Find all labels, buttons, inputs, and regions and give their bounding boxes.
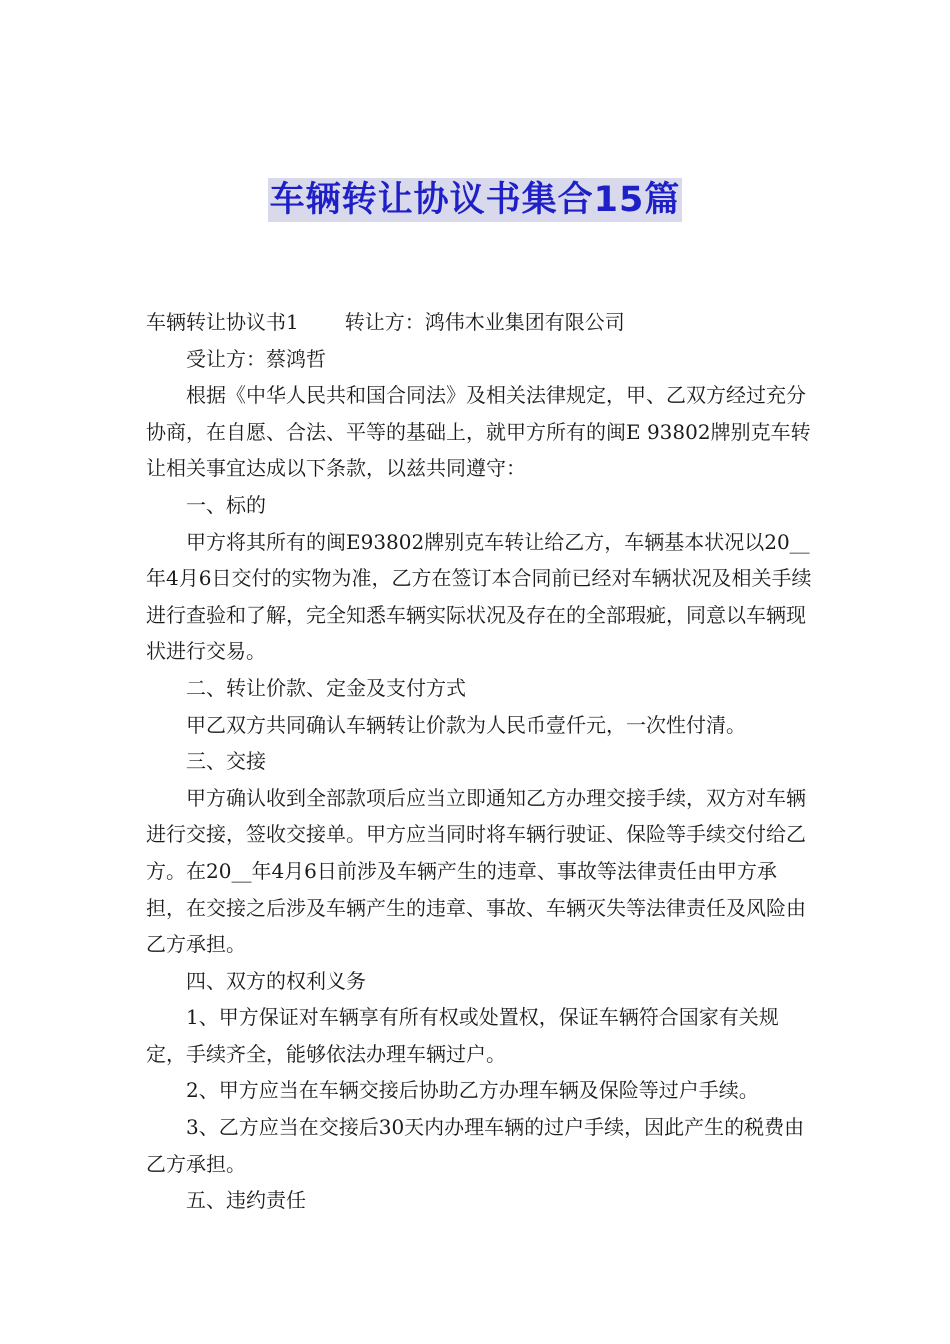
header-line — [146, 304, 814, 341]
section-heading-subject: 一、标的 — [186, 492, 266, 517]
transferor-line: 转让方：鸿伟木业集团有限公司 — [344, 310, 625, 334]
title-container — [0, 178, 950, 222]
section-heading-liability: 五、违约责任 — [186, 1188, 306, 1213]
paragraph-rights-3: 3、乙方应当在交接后30天内办理车辆的过户手续，因此产生的税费由乙方承担。 — [146, 1115, 805, 1176]
paragraph-price: 甲乙双方共同确认车辆转让价款为人民币壹仟元，一次性付清。 — [186, 712, 746, 737]
paragraph-handover: 甲方确认收到全部款项后应当立即通知乙方办理交接手续，双方对车辆进行交接，签收交接单。甲方应当同时将车辆行驶证、保险等手续交付给乙方。在20__年4月6日前涉及车辆产生的违章、事故等法律责任由甲方承担，在交接之后涉及车辆产生的违章、事故、车辆灭失等法律责任及风险由乙方承担。 — [146, 785, 806, 957]
document-title: 车辆转让协议书集合15篇 — [269, 180, 681, 220]
section-heading-rights: 四、双方的权利义务 — [186, 968, 366, 993]
paragraph-subject: 甲方将其所有的闽E93802牌别克车转让给乙方，车辆基本状况以20__年4月6日交付的实物为准，乙方在签订本合同前已经对车辆状况及相关手续进行查验和了解，完全知悉车辆实际状况及存在的全部瑕疵，同意以车辆现状进行交易。 — [146, 529, 812, 664]
paragraph-intro: 根据《中华人民共和国合同法》及相关法律规定，甲、乙双方经过充分协商，在自愿、合法、平等的基础上，就甲方所有的闽E 93802牌别克车转让相关事宜达成以下条款，以兹共同遵守： — [146, 383, 811, 481]
section-heading-handover: 三、交接 — [186, 749, 266, 774]
transferee-line: 受让方：蔡鸿哲 — [186, 346, 326, 371]
document-body — [146, 304, 814, 1219]
section-heading-price: 二、转让价款、定金及支付方式 — [186, 675, 466, 700]
agreement-label: 车辆转让协议书1 — [146, 310, 299, 334]
paragraph-rights-1: 1、甲方保证对车辆享有所有权或处置权，保证车辆符合国家有关规定，手续齐全，能够依法办理车辆过户。 — [146, 1005, 779, 1066]
paragraph-rights-2: 2、甲方应当在车辆交接后协助乙方办理车辆及保险等过户手续。 — [186, 1078, 759, 1103]
